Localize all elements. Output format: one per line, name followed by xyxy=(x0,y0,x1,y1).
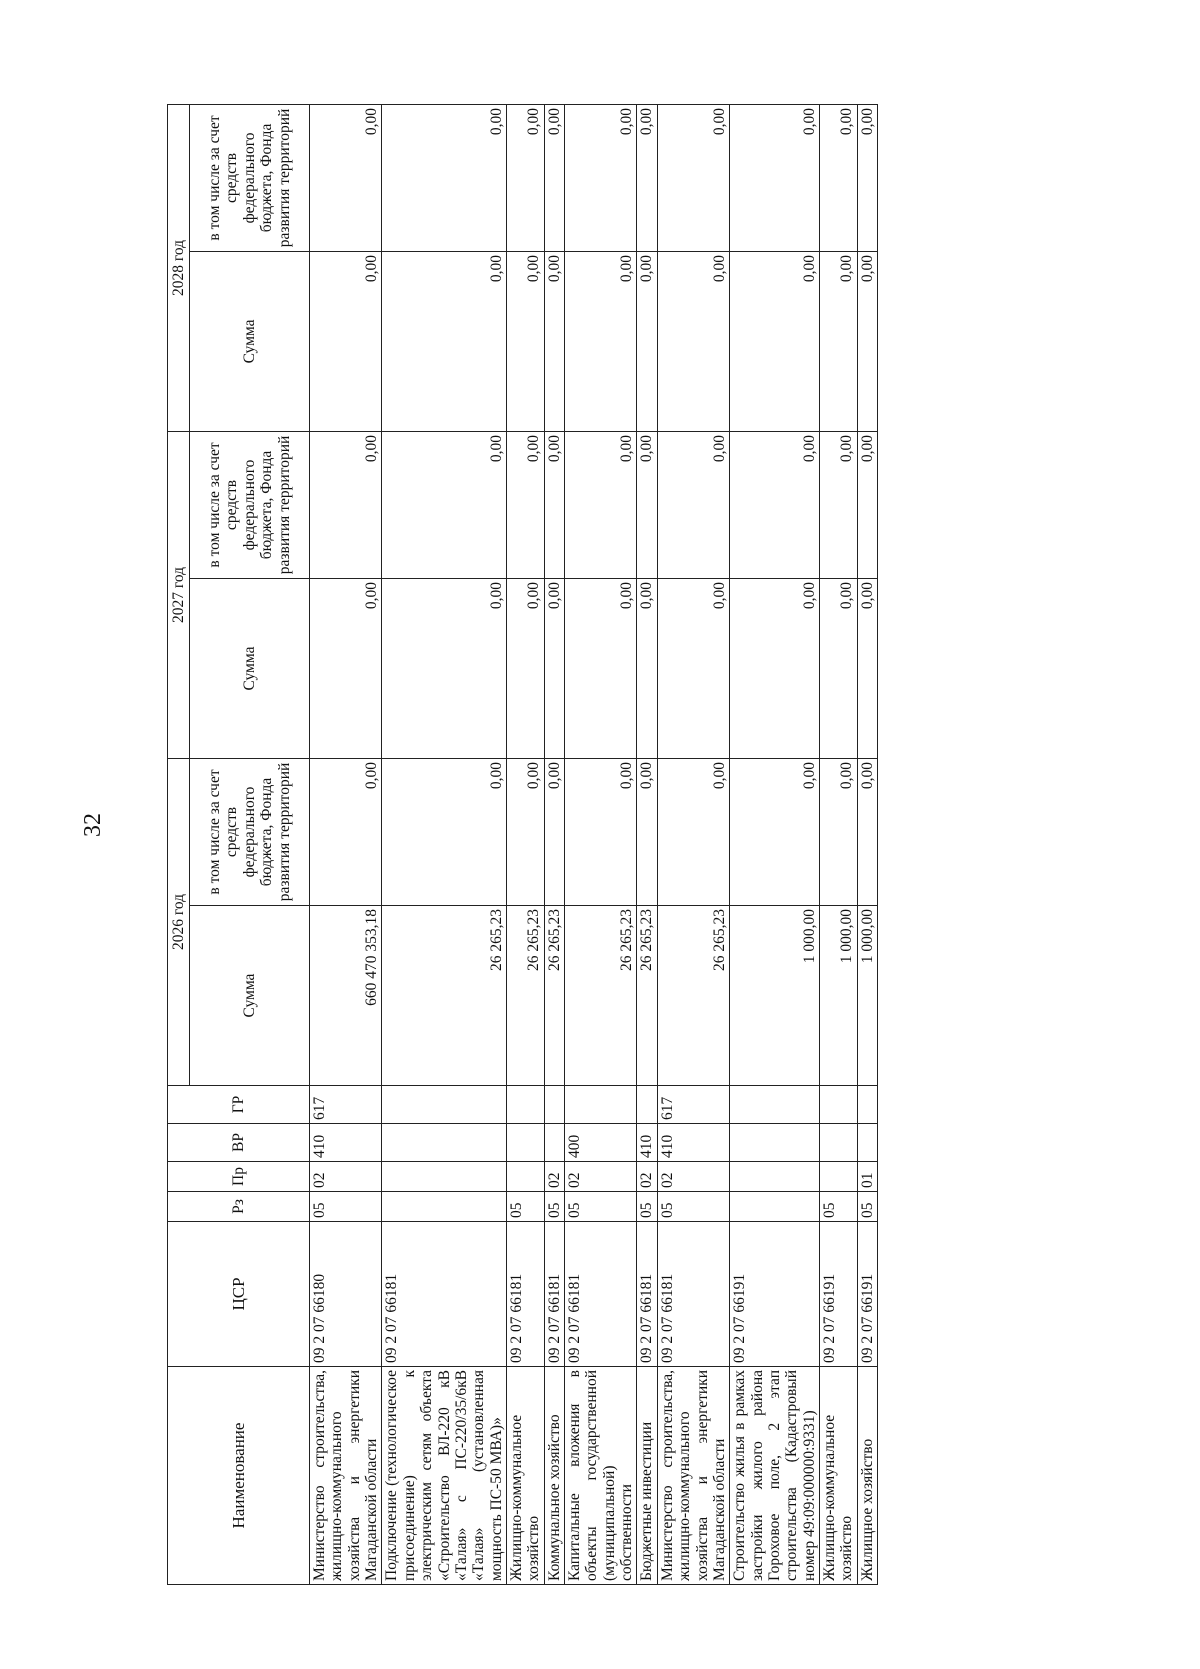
cell-csr: 09 2 07 66191 xyxy=(820,1222,858,1367)
cell-federal-2026: 0,00 xyxy=(565,758,637,905)
cell-federal-2028: 0,00 xyxy=(310,104,382,251)
cell-csr: 09 2 07 66181 xyxy=(506,1222,544,1367)
cell-rz: 05 xyxy=(637,1192,657,1222)
cell-federal-2028: 0,00 xyxy=(657,104,729,251)
cell-sum-2028: 0,00 xyxy=(820,251,858,431)
cell-vr: 410 xyxy=(310,1124,382,1162)
cell-sum-2026: 26 265,23 xyxy=(565,906,637,1086)
header-year-2027: 2027 год xyxy=(168,431,190,758)
cell-sum-2028: 0,00 xyxy=(310,251,382,431)
cell-gr xyxy=(506,1086,544,1124)
header-csr: ЦСР xyxy=(168,1222,310,1367)
cell-sum-2027: 0,00 xyxy=(382,578,507,758)
cell-csr: 09 2 07 66180 xyxy=(310,1222,382,1367)
header-federal-2028: в том числе за счет средств федерального бюджета, Фонда развития территорий xyxy=(190,104,310,251)
cell-name: Коммунальное хозяйство xyxy=(544,1367,564,1585)
cell-sum-2026: 26 265,23 xyxy=(637,906,657,1086)
cell-csr: 09 2 07 66191 xyxy=(857,1222,877,1367)
cell-name: Жилищно-коммунальное хозяйство xyxy=(506,1367,544,1585)
cell-federal-2028: 0,00 xyxy=(506,104,544,251)
header-year-2026: 2026 год xyxy=(168,758,190,1085)
cell-sum-2028: 0,00 xyxy=(544,251,564,431)
cell-pr: 02 xyxy=(657,1162,729,1192)
cell-sum-2027: 0,00 xyxy=(730,578,820,758)
header-year-2028: 2028 год xyxy=(168,104,190,431)
table-body xyxy=(310,104,878,1584)
cell-vr: 410 xyxy=(657,1124,729,1162)
cell-gr xyxy=(382,1086,507,1124)
cell-rz: 05 xyxy=(565,1192,637,1222)
cell-sum-2028: 0,00 xyxy=(382,251,507,431)
cell-federal-2026: 0,00 xyxy=(657,758,729,905)
cell-pr: 02 xyxy=(310,1162,382,1192)
cell-sum-2027: 0,00 xyxy=(506,578,544,758)
cell-federal-2027: 0,00 xyxy=(382,431,507,578)
cell-gr xyxy=(544,1086,564,1124)
header-name: Наименование xyxy=(168,1367,310,1585)
cell-sum-2026: 1 000,00 xyxy=(857,906,877,1086)
table-row xyxy=(310,104,382,1584)
cell-name: Подключение (технологическое присоединение) к электрическим сетям объекта «Строительство ВЛ-220 кВ «Талая» с ПС-220/35/6кВ «Талая» (установленная мощность ПС-50 МВА)» xyxy=(382,1367,507,1585)
cell-federal-2027: 0,00 xyxy=(657,431,729,578)
table-row xyxy=(857,104,877,1584)
cell-pr: 01 xyxy=(857,1162,877,1192)
cell-rz xyxy=(382,1192,507,1222)
cell-name: Министерство строительства, жилищно-коммунального хозяйства и энергетики Магаданской области xyxy=(310,1367,382,1585)
cell-sum-2028: 0,00 xyxy=(637,251,657,431)
table-row xyxy=(506,104,544,1584)
cell-federal-2027: 0,00 xyxy=(565,431,637,578)
cell-vr xyxy=(820,1124,858,1162)
cell-pr: 02 xyxy=(565,1162,637,1192)
cell-sum-2028: 0,00 xyxy=(857,251,877,431)
cell-name: Строительство жилья в рамках застройки жилого района Гороховое поле, 2 этап строительства (Кадастровый номер 49:09:000000:9331) xyxy=(730,1367,820,1585)
cell-vr xyxy=(544,1124,564,1162)
cell-rz: 05 xyxy=(820,1192,858,1222)
cell-gr xyxy=(820,1086,858,1124)
cell-sum-2026: 660 470 353,18 xyxy=(310,906,382,1086)
cell-sum-2026: 1 000,00 xyxy=(820,906,858,1086)
cell-rz: 05 xyxy=(506,1192,544,1222)
cell-csr: 09 2 07 66181 xyxy=(382,1222,507,1367)
cell-federal-2026: 0,00 xyxy=(544,758,564,905)
cell-name: Министерство строительства, жилищно-коммунального хозяйства и энергетики Магаданской области xyxy=(657,1367,729,1585)
cell-federal-2027: 0,00 xyxy=(637,431,657,578)
cell-federal-2026: 0,00 xyxy=(637,758,657,905)
cell-rz: 05 xyxy=(657,1192,729,1222)
header-federal-2027: в том числе за счет средств федерального бюджета, Фонда развития территорий xyxy=(190,431,310,578)
cell-rz: 05 xyxy=(544,1192,564,1222)
cell-federal-2026: 0,00 xyxy=(382,758,507,905)
cell-sum-2028: 0,00 xyxy=(657,251,729,431)
cell-federal-2026: 0,00 xyxy=(820,758,858,905)
cell-sum-2028: 0,00 xyxy=(730,251,820,431)
cell-sum-2026: 26 265,23 xyxy=(382,906,507,1086)
cell-sum-2026: 1 000,00 xyxy=(730,906,820,1086)
header-rz: Рз xyxy=(168,1192,310,1222)
cell-csr: 09 2 07 66191 xyxy=(730,1222,820,1367)
header-vr: ВР xyxy=(168,1124,310,1162)
cell-vr: 400 xyxy=(565,1124,637,1162)
header-pr: Пр xyxy=(168,1162,310,1192)
cell-federal-2027: 0,00 xyxy=(544,431,564,578)
cell-sum-2027: 0,00 xyxy=(544,578,564,758)
cell-federal-2028: 0,00 xyxy=(544,104,564,251)
table-row xyxy=(544,104,564,1584)
cell-sum-2026: 26 265,23 xyxy=(506,906,544,1086)
cell-csr: 09 2 07 66181 xyxy=(565,1222,637,1367)
table-row xyxy=(657,104,729,1584)
cell-rz xyxy=(730,1192,820,1222)
cell-federal-2028: 0,00 xyxy=(565,104,637,251)
table-row xyxy=(820,104,858,1584)
cell-vr: 410 xyxy=(637,1124,657,1162)
cell-sum-2027: 0,00 xyxy=(310,578,382,758)
cell-federal-2028: 0,00 xyxy=(382,104,507,251)
cell-gr: 617 xyxy=(657,1086,729,1124)
header-sum-2026: Сумма xyxy=(190,906,310,1086)
cell-gr: 617 xyxy=(310,1086,382,1124)
cell-name: Жилищно-коммунальное хозяйство xyxy=(820,1367,858,1585)
cell-federal-2028: 0,00 xyxy=(637,104,657,251)
header-sum-2028: Сумма xyxy=(190,251,310,431)
cell-vr xyxy=(730,1124,820,1162)
cell-csr: 09 2 07 66181 xyxy=(544,1222,564,1367)
table-row xyxy=(565,104,637,1584)
table-row xyxy=(382,104,507,1584)
cell-gr xyxy=(565,1086,637,1124)
cell-csr: 09 2 07 66181 xyxy=(657,1222,729,1367)
cell-sum-2028: 0,00 xyxy=(506,251,544,431)
cell-sum-2027: 0,00 xyxy=(565,578,637,758)
page-number: 32 xyxy=(80,813,106,837)
cell-gr xyxy=(730,1086,820,1124)
cell-sum-2027: 0,00 xyxy=(857,578,877,758)
header-gr: ГР xyxy=(168,1086,310,1124)
header-sum-2027: Сумма xyxy=(190,578,310,758)
cell-name: Жилищное хозяйство xyxy=(857,1367,877,1585)
cell-sum-2027: 0,00 xyxy=(637,578,657,758)
budget-table-container xyxy=(167,105,1067,1585)
cell-csr: 09 2 07 66181 xyxy=(637,1222,657,1367)
header-federal-2026: в том числе за счет средств федерального бюджета, Фонда развития территорий xyxy=(190,758,310,905)
cell-federal-2027: 0,00 xyxy=(310,431,382,578)
cell-federal-2028: 0,00 xyxy=(730,104,820,251)
cell-federal-2028: 0,00 xyxy=(820,104,858,251)
cell-federal-2027: 0,00 xyxy=(506,431,544,578)
cell-gr xyxy=(857,1086,877,1124)
budget-table xyxy=(167,104,878,1585)
table-row xyxy=(730,104,820,1584)
cell-vr xyxy=(506,1124,544,1162)
cell-sum-2027: 0,00 xyxy=(657,578,729,758)
cell-federal-2027: 0,00 xyxy=(857,431,877,578)
cell-sum-2026: 26 265,23 xyxy=(544,906,564,1086)
cell-federal-2026: 0,00 xyxy=(857,758,877,905)
cell-federal-2026: 0,00 xyxy=(506,758,544,905)
cell-name: Бюджетные инвестиции xyxy=(637,1367,657,1585)
cell-federal-2028: 0,00 xyxy=(857,104,877,251)
cell-vr xyxy=(857,1124,877,1162)
cell-pr: 02 xyxy=(637,1162,657,1192)
cell-sum-2027: 0,00 xyxy=(820,578,858,758)
cell-rz: 05 xyxy=(310,1192,382,1222)
cell-sum-2028: 0,00 xyxy=(565,251,637,431)
cell-pr: 02 xyxy=(544,1162,564,1192)
cell-pr xyxy=(820,1162,858,1192)
cell-federal-2026: 0,00 xyxy=(310,758,382,905)
cell-pr xyxy=(382,1162,507,1192)
cell-pr xyxy=(506,1162,544,1192)
cell-federal-2026: 0,00 xyxy=(730,758,820,905)
cell-gr xyxy=(637,1086,657,1124)
cell-sum-2026: 26 265,23 xyxy=(657,906,729,1086)
cell-name: Капитальные вложения в объекты государственной (муниципальной) собственности xyxy=(565,1367,637,1585)
table-row xyxy=(637,104,657,1584)
cell-federal-2027: 0,00 xyxy=(820,431,858,578)
cell-rz: 05 xyxy=(857,1192,877,1222)
cell-federal-2027: 0,00 xyxy=(730,431,820,578)
cell-pr xyxy=(730,1162,820,1192)
cell-vr xyxy=(382,1124,507,1162)
